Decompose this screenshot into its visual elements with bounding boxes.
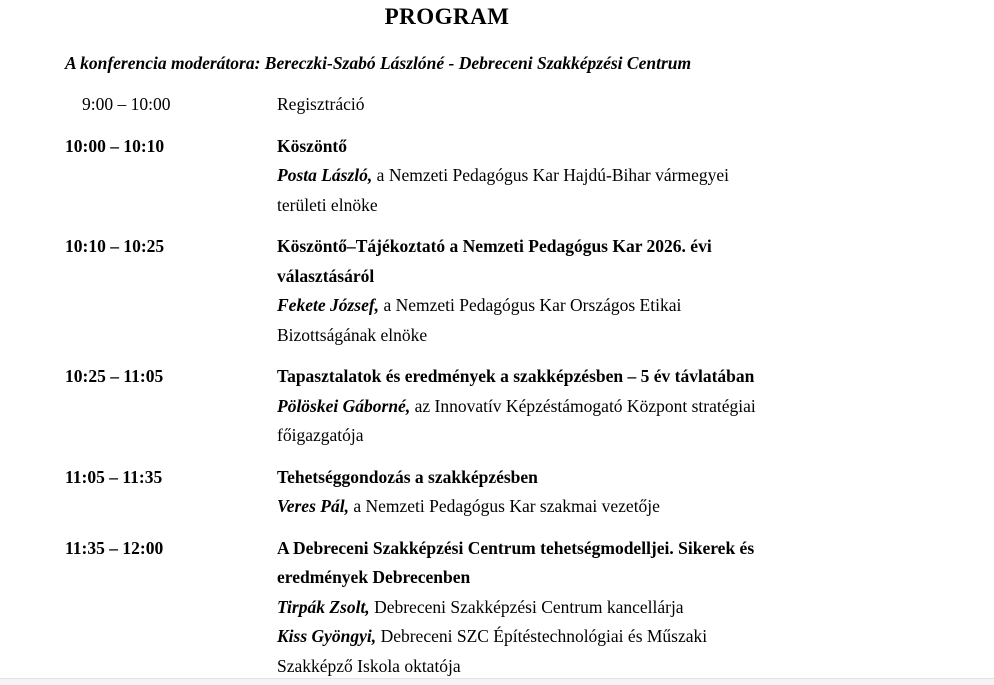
session-title-line: A Debreceni Szakképzési Centrum tehetségmodelljei. Sikerek és — [277, 537, 755, 558]
page-title: PROGRAM — [384, 4, 510, 29]
schedule — [65, 90, 994, 681]
session-content — [277, 534, 937, 682]
session-content — [277, 463, 937, 522]
session-title-line: Köszöntő–Tájékoztató a Nemzeti Pedagógus Kar 2026. évi — [277, 236, 712, 256]
session-title-line: Tapasztalatok és eredmények a szakképzésben – 5 év távlatában — [277, 366, 755, 386]
speaker-role: a Nemzeti Pedagógus Kar Országos Etikai — [379, 295, 682, 315]
speaker-name: Pölöskei Gáborné, — [277, 395, 411, 416]
page-bottom-bar — [0, 678, 994, 685]
speaker-role: a Nemzeti Pedagógus Kar Hajdú-Bihar vármegyei — [372, 165, 729, 185]
session-content — [277, 132, 937, 221]
time-range: 10:25 – 11:05 — [65, 366, 164, 386]
speaker-line — [277, 593, 937, 623]
session-content — [277, 90, 937, 120]
speaker-role: Debreceni SZC Építéstechnológiai és Műszaki — [376, 626, 708, 646]
speaker-role: Debreceni Szakképzési Centrum kancellárja — [369, 596, 684, 617]
speaker-role: a Nemzeti Pedagógus Kar szakmai vezetője — [348, 496, 660, 516]
speaker-name: Tirpák Zsolt, — [277, 596, 370, 617]
session-title-line: Tehetséggondozás a szakképzésben — [277, 466, 538, 487]
speaker-line — [277, 291, 937, 321]
time-range: 9:00 – 10:00 — [82, 94, 171, 114]
speaker-role: az Innovatív Képzéstámogató Központ stratégiai — [410, 395, 756, 416]
session-content — [277, 232, 937, 350]
speaker-line — [277, 392, 937, 422]
schedule-row — [65, 132, 994, 221]
schedule-row — [65, 90, 994, 120]
text-line: Regisztráció — [277, 94, 365, 114]
time-range: 10:00 – 10:10 — [65, 135, 165, 156]
text-line: Bizottságának elnöke — [277, 324, 428, 345]
speaker-line — [277, 622, 937, 652]
schedule-row — [65, 534, 994, 682]
speaker-name: Kiss Gyöngyi, — [277, 626, 377, 646]
session-title-line: választásáról — [277, 265, 375, 286]
schedule-row — [65, 362, 994, 451]
time-range: 11:05 – 11:35 — [65, 466, 163, 487]
text-line: Szakképző Iskola oktatója — [277, 655, 461, 676]
speaker-line — [277, 161, 937, 191]
speaker-line — [277, 492, 937, 522]
session-title-line: eredmények Debrecenben — [277, 567, 471, 587]
time-range: 11:35 – 12:00 — [65, 537, 164, 558]
session-content — [277, 362, 937, 451]
speaker-name: Posta László, — [277, 165, 373, 185]
session-title-line: Köszöntő — [277, 135, 347, 156]
schedule-row — [65, 463, 994, 522]
time-range: 10:10 – 10:25 — [65, 236, 165, 256]
moderator-line: A konferencia moderátora: Bereczki-Szabó Lászlóné - Debreceni Szakképzési Centrum — [65, 53, 692, 73]
speaker-name: Veres Pál, — [277, 496, 349, 516]
text-line: főigazgatója — [277, 425, 364, 445]
schedule-row — [65, 232, 994, 350]
speaker-name: Fekete József, — [277, 295, 380, 315]
text-line: területi elnöke — [277, 194, 378, 215]
